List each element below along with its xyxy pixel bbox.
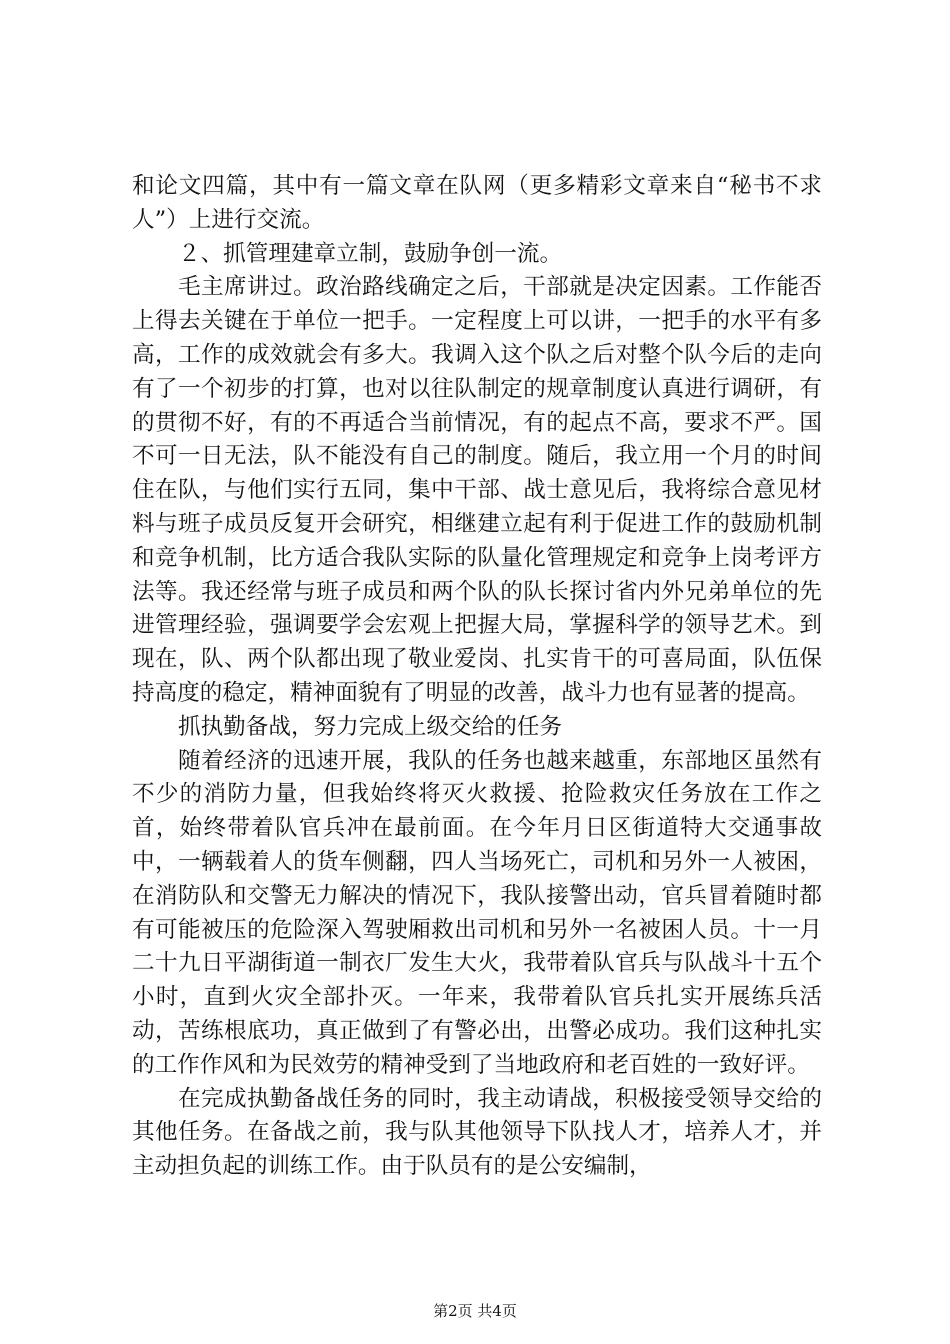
paragraph-other-tasks: 在完成执勤备战任务的同时，我主动请战，积极接受领导交给的其他任务。在备战之前，我与队其他领导下队找人才，培养人才，并主动担负起的训练工作。由于队员有的是公安编制， [132,1085,822,1180]
section-heading-duty: 抓执勤备战，努力完成上级交给的任务 [178,713,563,740]
section-heading-management: ２、抓管理建章立制，鼓励争创一流。 [178,240,563,267]
paragraph-1: 和论文四篇，其中有一篇文章在队网（更多精彩文章来自“秘书不求人”）上进行交流。 [132,173,822,233]
document-body [132,170,822,1184]
page-number-footer: 第2页 共4页 [433,1302,517,1320]
paragraph-management: 毛主席讲过。政治路线确定之后，干部就是决定因素。工作能否上得去关键在于单位一把手。一定程度上可以讲，一把手的水平有多高，工作的成效就会有多大。我调入这个队之后对整个队今后的走向有了一个初步的打算，也对以往队制定的规章制度认真进行调研，有的贯彻不好，有的不再适合当前情况，有的起点不高，要求不严。国不可一日无法，队不能没有自己的制度。随后，我立用一个月的时间住在队，与他们实行五同，集中干部、战士意见后，我将综合意见材料与班子成员反复开会研究，相继建立起有利于促进工作的鼓励机制和竞争机制，比方适合我队实际的队量化管理规定和竞争上岗考评方法等。我还经常与班子成员和两个队的队长探讨省内外兄弟单位的先进管理经验，强调要学会宏观上把握大局，掌握科学的领导艺术。到现在，队、两个队都出现了敬业爱岗、扎实肯干的可喜局面，队伍保持高度的稳定，精神面貌有了明显的改善，战斗力也有显著的提高。 [132,274,822,706]
paragraph-duty: 随着经济的迅速开展，我队的任务也越来越重，东部地区虽然有不少的消防力量，但我始终将灭火救援、抢险救灾任务放在工作之首，始终带着队官兵冲在最前面。在今年月日区街道特大交通事故中，一辆载着人的货车侧翻，四人当场死亡，司机和另外一人被困，在消防队和交警无力解决的情况下，我队接警出动，官兵冒着随时都有可能被压的危险深入驾驶厢救出司机和另外一名被困人员。十一月二十九日平湖街道一制衣厂发生大火，我带着队官兵与队战斗十五个小时，直到火灾全部扑灭。一年来，我带着队官兵扎实开展练兵活动，苦练根底功，真正做到了有警必出，出警必成功。我们这种扎实的工作作风和为民效劳的精神受到了当地政府和老百姓的一致好评。 [132,747,822,1078]
